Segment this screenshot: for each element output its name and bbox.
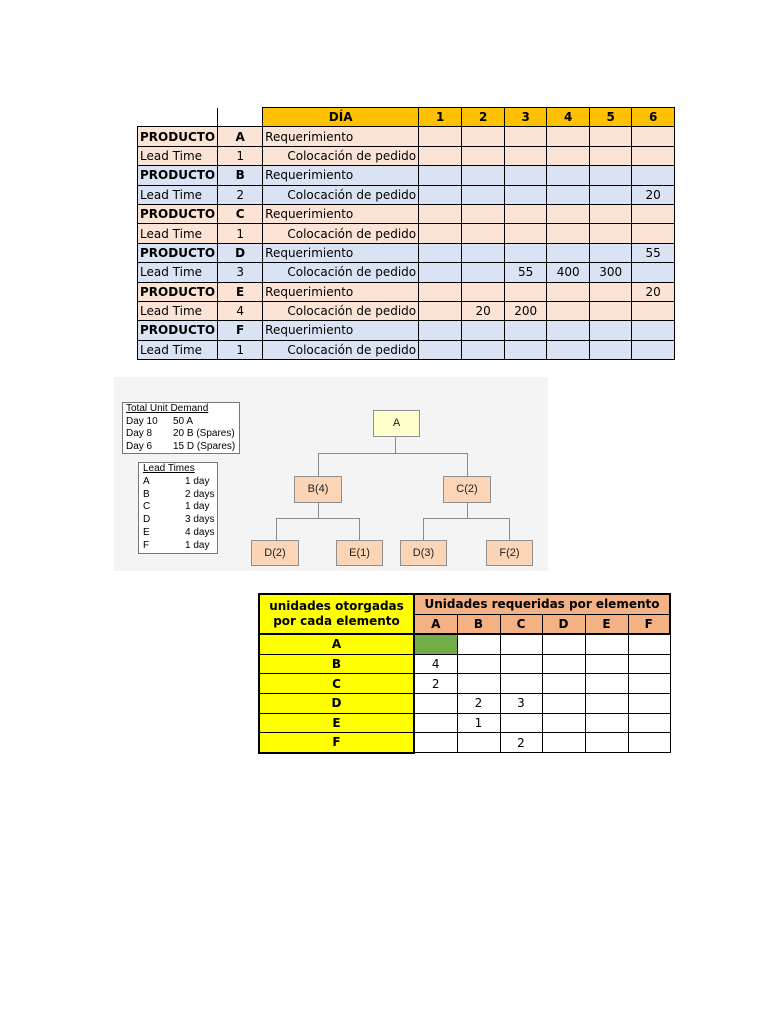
mrp-day-cell bbox=[505, 146, 547, 165]
lead-time-item: F bbox=[143, 539, 150, 551]
product-label: PRODUCTO bbox=[138, 243, 218, 262]
demand-value: 20 B (Spares) bbox=[173, 428, 235, 439]
mrp-row bbox=[138, 185, 675, 204]
matrix-row bbox=[259, 733, 670, 753]
lead-time-label: Lead Time bbox=[138, 340, 218, 359]
lead-time-row bbox=[143, 489, 217, 502]
order-placement-label: Colocación de pedido bbox=[263, 340, 419, 359]
mrp-day-cell bbox=[462, 282, 505, 301]
mrp-day-cell bbox=[505, 243, 547, 262]
matrix-cell bbox=[585, 713, 628, 733]
product-letter: B bbox=[218, 166, 263, 185]
demand-value: 50 A bbox=[173, 415, 194, 427]
mrp-header-day: 5 bbox=[590, 108, 632, 127]
tree-connector bbox=[359, 518, 360, 541]
tree-connector bbox=[395, 436, 396, 453]
lead-time-value: 4 days bbox=[185, 526, 215, 538]
product-label: PRODUCTO bbox=[138, 166, 218, 185]
matrix-cell: 2 bbox=[457, 693, 500, 713]
tree-node-e: E(1) bbox=[336, 540, 383, 566]
mrp-day-cell bbox=[547, 146, 590, 165]
mrp-day-cell bbox=[547, 204, 590, 223]
lead-times-box bbox=[138, 462, 218, 554]
matrix-corner-label: unidades otorgadas por cada elemento bbox=[259, 594, 414, 634]
mrp-day-cell bbox=[505, 166, 547, 185]
lead-time-row bbox=[143, 540, 217, 553]
demand-row bbox=[126, 441, 239, 454]
mrp-day-cell bbox=[590, 321, 632, 340]
matrix-cell bbox=[457, 654, 500, 674]
matrix-row bbox=[259, 674, 670, 694]
tree-connector bbox=[318, 453, 468, 454]
mrp-day-cell bbox=[419, 263, 462, 282]
lead-time-row bbox=[143, 514, 217, 527]
mrp-day-cell: 20 bbox=[632, 282, 675, 301]
mrp-day-cell bbox=[505, 185, 547, 204]
mrp-day-cell bbox=[419, 301, 462, 320]
mrp-table bbox=[137, 107, 675, 360]
mrp-day-cell: 20 bbox=[462, 301, 505, 320]
mrp-day-cell bbox=[462, 340, 505, 359]
mrp-header-day: 4 bbox=[547, 108, 590, 127]
mrp-day-cell bbox=[419, 282, 462, 301]
mrp-row bbox=[138, 146, 675, 165]
mrp-day-cell bbox=[547, 282, 590, 301]
mrp-day-cell bbox=[632, 301, 675, 320]
lead-time-item: D bbox=[143, 514, 151, 526]
matrix-column-header: E bbox=[585, 614, 628, 634]
matrix-cell bbox=[628, 634, 670, 654]
mrp-row bbox=[138, 127, 675, 146]
tree-node-b: B(4) bbox=[294, 476, 342, 503]
matrix-cell bbox=[542, 634, 585, 654]
matrix-cell bbox=[628, 733, 670, 753]
total-unit-demand-box bbox=[122, 402, 240, 454]
matrix-row-label: A bbox=[259, 634, 414, 654]
mrp-day-cell: 55 bbox=[505, 263, 547, 282]
mrp-day-cell bbox=[505, 340, 547, 359]
matrix-row-label: B bbox=[259, 654, 414, 674]
matrix-cell bbox=[414, 733, 457, 753]
order-placement-label: Colocación de pedido bbox=[263, 185, 419, 204]
mrp-header-blank bbox=[218, 108, 263, 127]
matrix-row-label: F bbox=[259, 733, 414, 753]
mrp-header-blank bbox=[138, 108, 218, 127]
lead-time-value: 1 bbox=[218, 224, 263, 243]
mrp-day-cell bbox=[419, 185, 462, 204]
mrp-day-cell bbox=[419, 146, 462, 165]
demand-value: 15 D (Spares) bbox=[173, 440, 236, 452]
tree-connector bbox=[276, 518, 277, 541]
lead-time-item: A bbox=[143, 475, 150, 487]
mrp-header-day: 6 bbox=[632, 108, 675, 127]
requirement-label: Requerimiento bbox=[263, 243, 419, 262]
matrix-column-header: C bbox=[500, 614, 542, 634]
lead-time-row bbox=[143, 527, 217, 540]
order-placement-label: Colocación de pedido bbox=[263, 263, 419, 282]
mrp-day-cell bbox=[590, 243, 632, 262]
matrix-cell bbox=[585, 733, 628, 753]
tree-connector bbox=[318, 502, 319, 518]
requirement-label: Requerimiento bbox=[263, 282, 419, 301]
lead-time-item: C bbox=[143, 501, 151, 513]
tree-connector bbox=[423, 518, 424, 541]
mrp-day-cell bbox=[419, 127, 462, 146]
product-label: PRODUCTO bbox=[138, 321, 218, 340]
product-letter: D bbox=[218, 243, 263, 262]
mrp-day-cell bbox=[419, 243, 462, 262]
mrp-day-cell: 300 bbox=[590, 263, 632, 282]
tree-connector bbox=[423, 518, 510, 519]
mrp-day-cell bbox=[505, 282, 547, 301]
lead-time-value: 3 bbox=[218, 263, 263, 282]
mrp-day-cell bbox=[505, 321, 547, 340]
requirement-label: Requerimiento bbox=[263, 166, 419, 185]
matrix-row bbox=[259, 634, 670, 654]
lead-times-title: Lead Times bbox=[143, 463, 195, 474]
mrp-day-cell bbox=[632, 166, 675, 185]
mrp-day-cell bbox=[547, 185, 590, 204]
matrix-cell bbox=[500, 654, 542, 674]
mrp-day-cell bbox=[590, 301, 632, 320]
mrp-day-cell bbox=[462, 224, 505, 243]
mrp-header-day: 1 bbox=[419, 108, 462, 127]
lead-time-label: Lead Time bbox=[138, 263, 218, 282]
mrp-header-row bbox=[138, 108, 675, 127]
mrp-header-dia: DÍA bbox=[263, 108, 419, 127]
mrp-day-cell bbox=[547, 243, 590, 262]
mrp-row bbox=[138, 204, 675, 223]
matrix-cell bbox=[542, 674, 585, 694]
product-letter: F bbox=[218, 321, 263, 340]
product-label: PRODUCTO bbox=[138, 282, 218, 301]
lead-time-value: 1 day bbox=[185, 501, 210, 513]
matrix-row-label: E bbox=[259, 713, 414, 733]
mrp-day-cell bbox=[419, 204, 462, 223]
mrp-day-cell bbox=[632, 204, 675, 223]
lead-time-label: Lead Time bbox=[138, 185, 218, 204]
matrix-cell bbox=[628, 713, 670, 733]
mrp-day-cell bbox=[590, 185, 632, 204]
matrix-cell bbox=[500, 674, 542, 694]
matrix-cell bbox=[585, 693, 628, 713]
matrix-cell bbox=[500, 713, 542, 733]
mrp-row bbox=[138, 263, 675, 282]
lead-time-label: Lead Time bbox=[138, 301, 218, 320]
lead-time-value: 3 days bbox=[185, 514, 215, 526]
units-matrix-table bbox=[258, 593, 671, 754]
mrp-day-cell bbox=[505, 127, 547, 146]
mrp-day-cell bbox=[505, 204, 547, 223]
mrp-row bbox=[138, 243, 675, 262]
lead-time-label: Lead Time bbox=[138, 146, 218, 165]
matrix-row bbox=[259, 654, 670, 674]
mrp-day-cell bbox=[547, 301, 590, 320]
matrix-cell bbox=[414, 693, 457, 713]
matrix-cell bbox=[414, 713, 457, 733]
mrp-row bbox=[138, 166, 675, 185]
matrix-cell bbox=[628, 674, 670, 694]
matrix-cell: 3 bbox=[500, 693, 542, 713]
demand-day: Day 6 bbox=[126, 440, 153, 452]
mrp-day-cell bbox=[632, 127, 675, 146]
product-structure-figure bbox=[114, 377, 548, 571]
mrp-day-cell bbox=[590, 204, 632, 223]
matrix-column-header: D bbox=[542, 614, 585, 634]
mrp-day-cell bbox=[632, 340, 675, 359]
mrp-day-cell bbox=[590, 340, 632, 359]
mrp-day-cell bbox=[462, 127, 505, 146]
lead-time-value: 2 bbox=[218, 185, 263, 204]
matrix-row-label: C bbox=[259, 674, 414, 694]
requirement-label: Requerimiento bbox=[263, 204, 419, 223]
tree-connector bbox=[467, 453, 468, 477]
demand-title: Total Unit Demand bbox=[126, 403, 209, 414]
lead-time-value: 1 day bbox=[185, 475, 210, 487]
mrp-day-cell bbox=[462, 146, 505, 165]
matrix-cell bbox=[585, 654, 628, 674]
mrp-day-cell bbox=[505, 224, 547, 243]
lead-time-row bbox=[143, 501, 217, 514]
matrix-row bbox=[259, 693, 670, 713]
lead-time-item: E bbox=[143, 526, 150, 538]
mrp-day-cell bbox=[632, 224, 675, 243]
lead-time-label: Lead Time bbox=[138, 224, 218, 243]
mrp-day-cell bbox=[547, 166, 590, 185]
tree-connector bbox=[276, 518, 360, 519]
order-placement-label: Colocación de pedido bbox=[263, 301, 419, 320]
matrix-cell bbox=[414, 634, 457, 654]
matrix-title-row bbox=[259, 594, 670, 614]
mrp-day-cell: 20 bbox=[632, 185, 675, 204]
lead-time-value: 1 bbox=[218, 146, 263, 165]
mrp-day-cell bbox=[590, 127, 632, 146]
demand-row bbox=[126, 416, 239, 429]
mrp-day-cell bbox=[419, 166, 462, 185]
matrix-cell bbox=[500, 634, 542, 654]
matrix-cell: 2 bbox=[414, 674, 457, 694]
matrix-cell: 2 bbox=[500, 733, 542, 753]
matrix-cell bbox=[585, 634, 628, 654]
matrix-cell bbox=[457, 733, 500, 753]
mrp-day-cell: 55 bbox=[632, 243, 675, 262]
matrix-cell bbox=[542, 654, 585, 674]
product-letter: E bbox=[218, 282, 263, 301]
mrp-day-cell bbox=[590, 282, 632, 301]
product-label: PRODUCTO bbox=[138, 204, 218, 223]
demand-day: Day 8 bbox=[126, 428, 153, 439]
mrp-day-cell bbox=[462, 321, 505, 340]
mrp-day-cell: 200 bbox=[505, 301, 547, 320]
mrp-day-cell bbox=[632, 321, 675, 340]
mrp-day-cell bbox=[590, 224, 632, 243]
mrp-row bbox=[138, 224, 675, 243]
mrp-row bbox=[138, 282, 675, 301]
mrp-day-cell bbox=[632, 263, 675, 282]
mrp-day-cell bbox=[632, 146, 675, 165]
mrp-day-cell bbox=[462, 263, 505, 282]
mrp-day-cell bbox=[462, 243, 505, 262]
matrix-row-label: D bbox=[259, 693, 414, 713]
lead-time-value: 2 days bbox=[185, 488, 215, 500]
mrp-day-cell bbox=[419, 224, 462, 243]
matrix-cell: 4 bbox=[414, 654, 457, 674]
matrix-cell bbox=[585, 674, 628, 694]
tree-node-a: A bbox=[373, 410, 420, 437]
matrix-title: Unidades requeridas por elemento bbox=[414, 594, 670, 614]
tree-node-d: D(2) bbox=[251, 540, 299, 566]
mrp-day-cell bbox=[419, 321, 462, 340]
lead-time-value: 1 day bbox=[185, 539, 210, 551]
product-label: PRODUCTO bbox=[138, 127, 218, 146]
order-placement-label: Colocación de pedido bbox=[263, 146, 419, 165]
requirement-label: Requerimiento bbox=[263, 127, 419, 146]
tree-connector bbox=[509, 518, 510, 541]
lead-time-value: 4 bbox=[218, 301, 263, 320]
mrp-header-day: 2 bbox=[462, 108, 505, 127]
mrp-day-cell bbox=[590, 166, 632, 185]
product-letter: A bbox=[218, 127, 263, 146]
tree-node-d: D(3) bbox=[400, 540, 447, 566]
matrix-cell bbox=[542, 693, 585, 713]
tree-connector bbox=[467, 502, 468, 518]
mrp-row bbox=[138, 321, 675, 340]
tree-connector bbox=[318, 453, 319, 477]
matrix-row bbox=[259, 713, 670, 733]
mrp-day-cell bbox=[462, 166, 505, 185]
mrp-row bbox=[138, 340, 675, 359]
matrix-column-header: F bbox=[628, 614, 670, 634]
lead-time-item: B bbox=[143, 488, 150, 500]
matrix-cell: 1 bbox=[457, 713, 500, 733]
demand-row bbox=[126, 428, 239, 441]
matrix-cell bbox=[457, 634, 500, 654]
lead-time-value: 1 bbox=[218, 340, 263, 359]
demand-day: Day 10 bbox=[126, 415, 158, 427]
mrp-day-cell: 400 bbox=[547, 263, 590, 282]
requirement-label: Requerimiento bbox=[263, 321, 419, 340]
mrp-day-cell bbox=[547, 340, 590, 359]
matrix-cell bbox=[628, 693, 670, 713]
tree-node-c: C(2) bbox=[443, 476, 491, 503]
matrix-cell bbox=[542, 713, 585, 733]
order-placement-label: Colocación de pedido bbox=[263, 224, 419, 243]
mrp-day-cell bbox=[547, 321, 590, 340]
mrp-header-day: 3 bbox=[505, 108, 547, 127]
matrix-column-header: A bbox=[414, 614, 457, 634]
mrp-row bbox=[138, 301, 675, 320]
tree-node-f: F(2) bbox=[486, 540, 533, 566]
product-letter: C bbox=[218, 204, 263, 223]
matrix-cell bbox=[628, 654, 670, 674]
mrp-day-cell bbox=[419, 340, 462, 359]
matrix-cell bbox=[542, 733, 585, 753]
mrp-day-cell bbox=[590, 146, 632, 165]
mrp-day-cell bbox=[547, 224, 590, 243]
mrp-day-cell bbox=[462, 185, 505, 204]
lead-time-row bbox=[143, 476, 217, 489]
matrix-column-header: B bbox=[457, 614, 500, 634]
mrp-day-cell bbox=[462, 204, 505, 223]
mrp-day-cell bbox=[547, 127, 590, 146]
matrix-cell bbox=[457, 674, 500, 694]
